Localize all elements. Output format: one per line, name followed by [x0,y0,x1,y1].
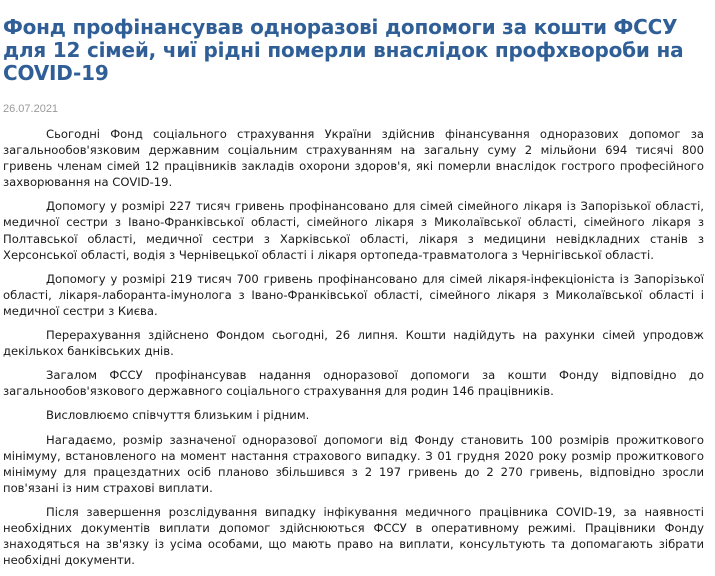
article-paragraph: Нагадаємо, розмір зазначеної одноразової допомоги від Фонду становить 100 розмірів прожиткового мінімуму, встановленого на момент настання страхового випадку. З 01 грудня 2020 року розмір прожиткового мінімуму для працездатних осіб планово збільшився з 2 197 гривень до 2 270 гривень, відповідно зросли пов'язані із ним страхові виплати. [3,432,704,495]
article-paragraph: Після завершення розслідування випадку інфікування медичного працівника COVID-19, за наявності необхідних документів виплати допомог здійснюються ФССУ в оперативному режимі. Працівники Фонду знаходяться на зв'язку із усіма особами, що мають право на виплати, консультують та допомагають зібрати необхідні документи. [3,504,704,568]
article-title: Фонд профінансував одноразові допомоги за кошти ФССУ для 12 сімей, чиї рідні померли внаслідок профхвороби на COVID-19 [3,15,684,85]
article-paragraph: Допомогу у розмірі 219 тисяч 700 гривень профінансовано для сімей лікаря-інфекціоніста із Запорізької області, лікаря-лаборанта-імунолога з Івано-Франківської області, сімейного лікаря з Миколаївської області і медичної сестри з Києва. [3,271,704,318]
news-article [3,0,704,576]
article-body [3,126,704,568]
article-paragraph: Загалом ФССУ профінансував надання одноразової допомоги за кошти Фонду відповідно до загальнообов'язкового державного соціального страхування для родин 146 працівників. [3,368,704,399]
article-paragraph: Перерахування здійснено Фондом сьогодні, 26 липня. Кошти надійдуть на рахунки сімей упродовж декількох банківських днів. [3,328,704,359]
article-paragraph: Допомогу у розмірі 227 тисяч гривень профінансовано для сімей сімейного лікаря із Запорізької області, медичної сестри з Івано-Франківської області, сімейного лікаря з Миколаївської області, сімейного лікаря з Полтавської області, медичної сестри з Харківської області, лікаря з медицини невідкладних станів з Херсонської області, водія з Чернівецької області і лікаря ортопеда-травматолога з Чернігівської області. [3,199,704,262]
article-paragraph: Сьогодні Фонд соціального страхування України здійснив фінансування одноразових допомог за загальнообов'язковим державним соціальним страхуванням на загальну суму 2 мільйони 694 тисячі 800 гривень членам сімей 12 працівників закладів охорони здоров'я, які померли внаслідок гострого професійного захворювання на COVID-19. [3,127,704,190]
article-date: 26.07.2021 [3,103,59,115]
article-paragraph: Висловлюємо співчуття близьким і рідним. [46,408,310,423]
